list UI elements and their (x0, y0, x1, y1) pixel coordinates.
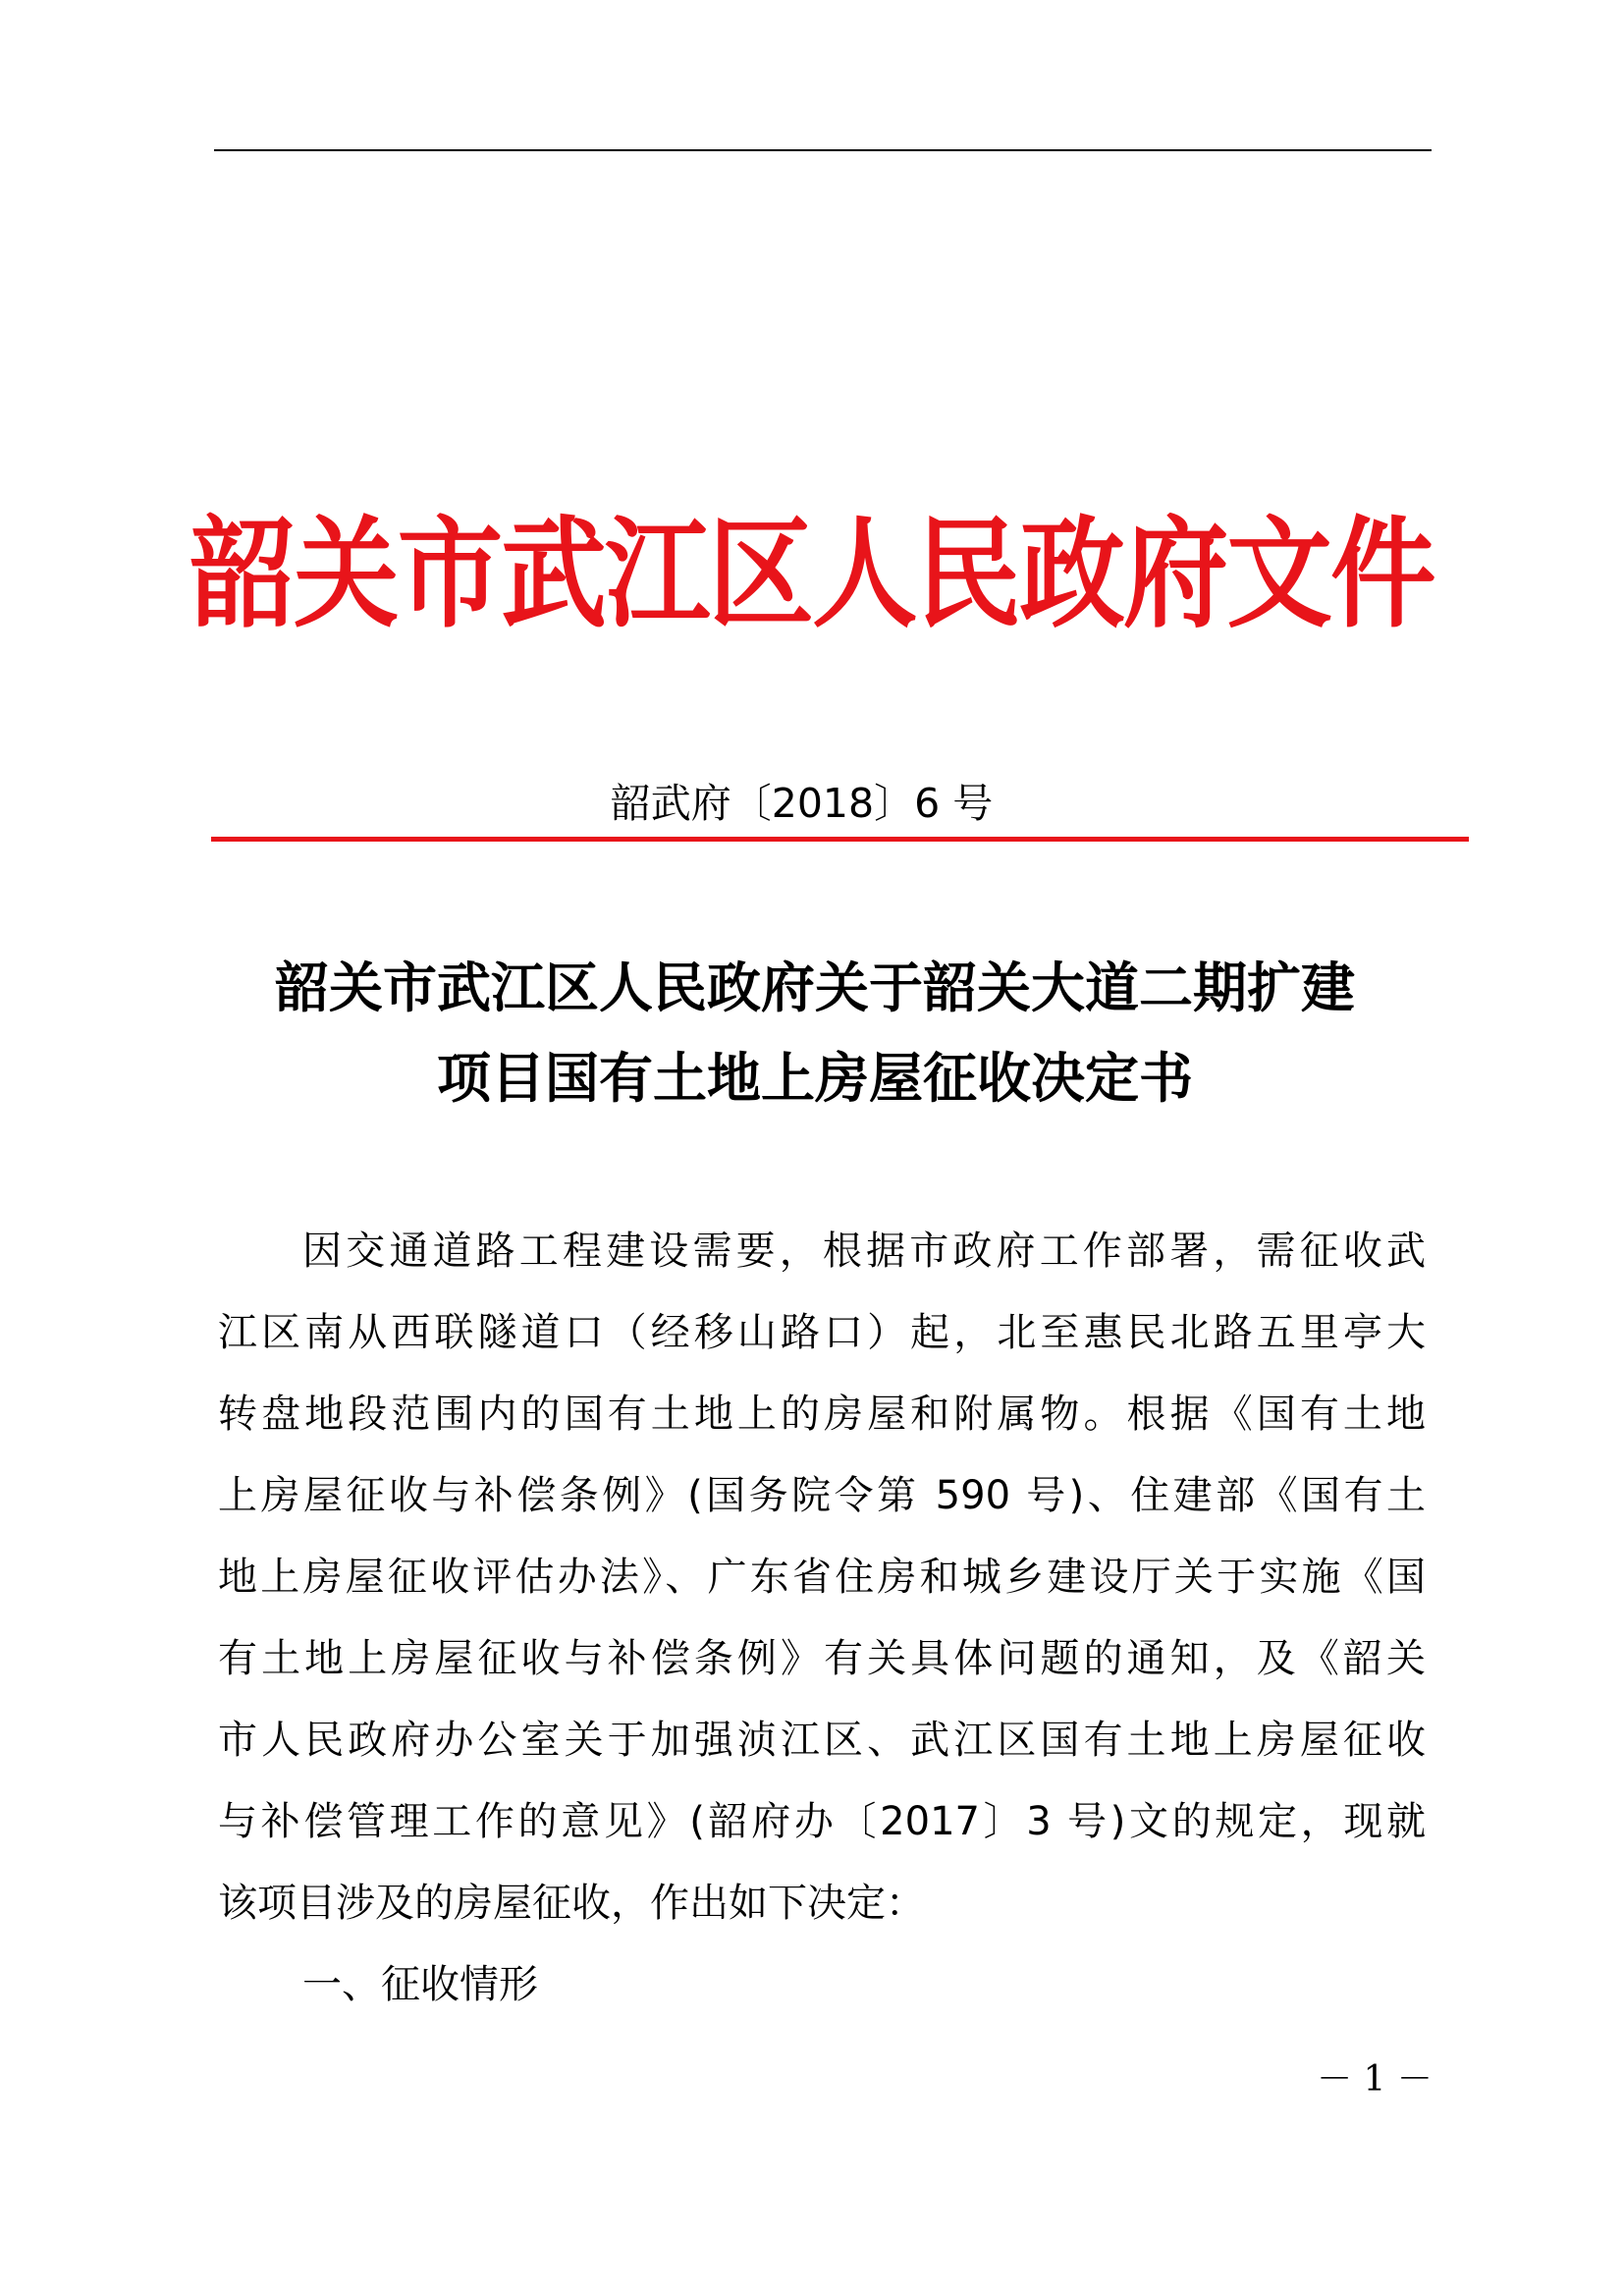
red-separator-rule (211, 837, 1469, 842)
body-line: 市人民政府办公室关于加强浈江区、武江区国有土地上房屋征收 (218, 1718, 1426, 1763)
body-line: 有土地上房屋征收与补偿条例》有关具体问题的通知，及《韶关 (218, 1636, 1426, 1681)
document-body (218, 1211, 1426, 2026)
document-title-line-1: 韶关市武江区人民政府关于韶关大道二期扩建 (274, 957, 1355, 1019)
body-line: 江区南从西联隧道口（经移山路口）起，北至惠民北路五里亭大 (218, 1310, 1426, 1355)
body-line: 上房屋征收与补偿条例》(国务院令第 590 号)、住建部《国有土 (218, 1473, 1426, 1518)
document-title (196, 943, 1434, 1123)
section-heading: 一、征收情形 (302, 1962, 538, 2007)
top-rule (214, 149, 1432, 151)
document-number: 韶武府〔2018〕6 号 (610, 780, 994, 827)
body-line: 因交通道路工程建设需要，根据市政府工作部署，需征收武 (302, 1229, 1426, 1274)
document-title-line-2: 项目国有土地上房屋征收决定书 (436, 1047, 1193, 1110)
body-line: 与补偿管理工作的意见》(韶府办〔2017〕3 号)文的规定，现就 (218, 1799, 1426, 1844)
body-line: 地上房屋征收评估办法》、广东省住房和城乡建设厅关于实施《国 (218, 1555, 1426, 1600)
page-number: － 1 － (1317, 2059, 1433, 2100)
issuing-authority-header: 韶关市武江区人民政府文件 (189, 505, 1434, 644)
body-line: 转盘地段范围内的国有土地上的房屋和附属物。根据《国有土地 (218, 1392, 1426, 1437)
body-line: 该项目涉及的房屋征收，作出如下决定： (218, 1881, 925, 1926)
